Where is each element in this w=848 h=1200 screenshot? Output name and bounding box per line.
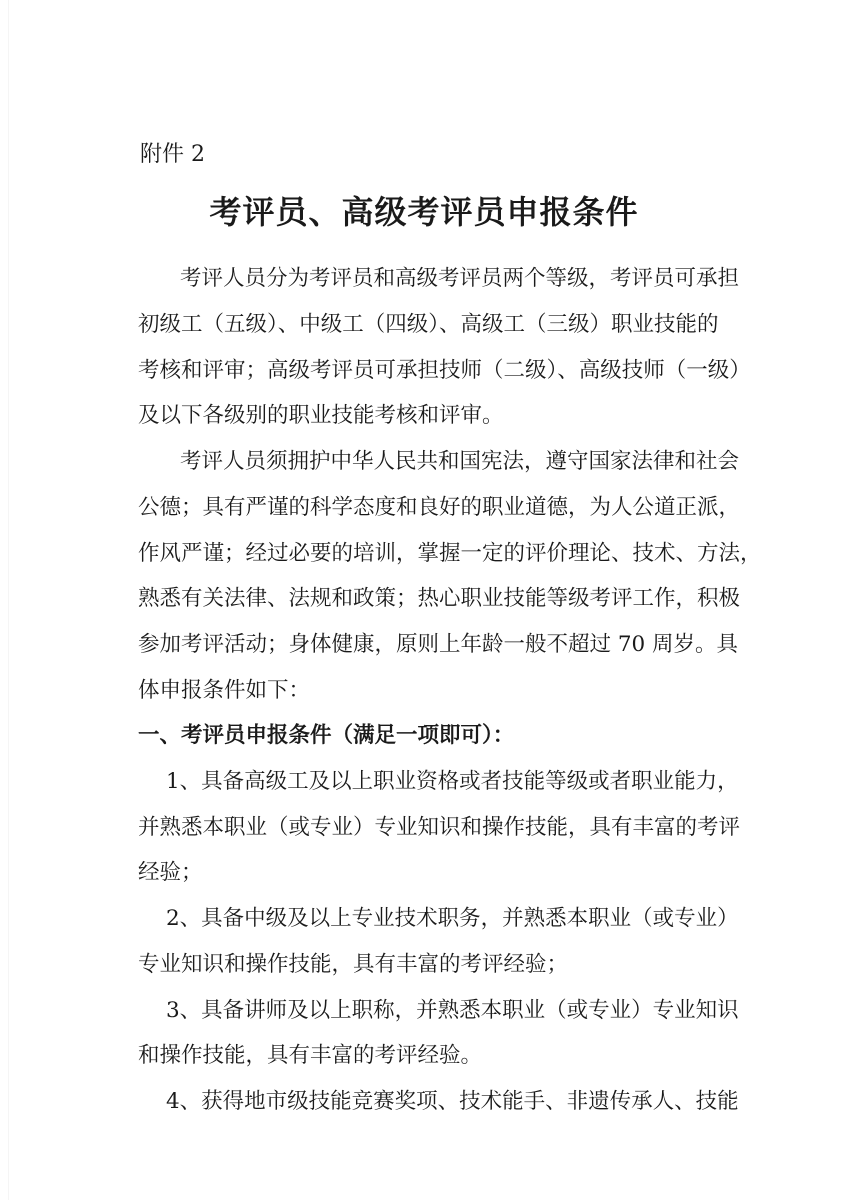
paragraph-2-line-4: 熟悉有关法律、法规和政策；热心职业技能等级考评工作，积极: [138, 586, 741, 611]
item-3-line-1: 3、具备讲师及以上职称，并熟悉本职业（或专业）专业知识: [166, 998, 739, 1023]
item-1-line-1: 1、具备高级工及以上职业资格或者技能等级或者职业能力，: [166, 769, 739, 794]
item-2-line-1: 2、具备中级及以上专业技术职务，并熟悉本职业（或专业）: [166, 906, 739, 931]
item-1-line-3: 经验；: [138, 860, 203, 885]
item-2-line-2: 专业知识和操作技能，具有丰富的考评经验；: [138, 952, 569, 977]
scan-edge: [8, 0, 9, 1200]
paragraph-2-line-3: 作风严谨；经过必要的培训，掌握一定的评价理论、技术、方法，: [138, 541, 762, 566]
document-title: 考评员、高级考评员申报条件: [209, 193, 639, 231]
section-heading: 一、考评员申报条件（满足一项即可）：: [138, 723, 515, 748]
paragraph-1-line-1: 考评人员分为考评员和高级考评员两个等级，考评员可承担: [180, 266, 740, 291]
item-4-line-1: 4、获得地市级技能竞赛奖项、技术能手、非遗传承人、技能: [166, 1089, 739, 1114]
paragraph-1-line-2: 初级工（五级）、中级工（四级）、高级工（三级）职业技能的: [138, 312, 719, 337]
paragraph-2-line-5: 参加考评活动；身体健康，原则上年龄一般不超过 70 周岁。具: [138, 632, 739, 657]
paragraph-2-line-1: 考评人员须拥护中华人民共和国宪法，遵守国家法律和社会: [180, 449, 740, 474]
paragraph-1-line-3: 考核和评审；高级考评员可承担技师（二级）、高级技师（一级）: [138, 358, 751, 383]
paragraph-2-line-2: 公德；具有严谨的科学态度和良好的职业道德，为人公道正派，: [138, 495, 741, 520]
item-1-line-2: 并熟悉本职业（或专业）专业知识和操作技能，具有丰富的考评: [138, 815, 741, 840]
attachment-label: 附件 2: [140, 142, 205, 167]
paragraph-1-line-4: 及以下各级别的职业技能考核和评审。: [138, 403, 504, 428]
paragraph-2-line-6: 体申报条件如下：: [138, 678, 311, 703]
item-3-line-2: 和操作技能，具有丰富的考评经验。: [138, 1043, 483, 1068]
